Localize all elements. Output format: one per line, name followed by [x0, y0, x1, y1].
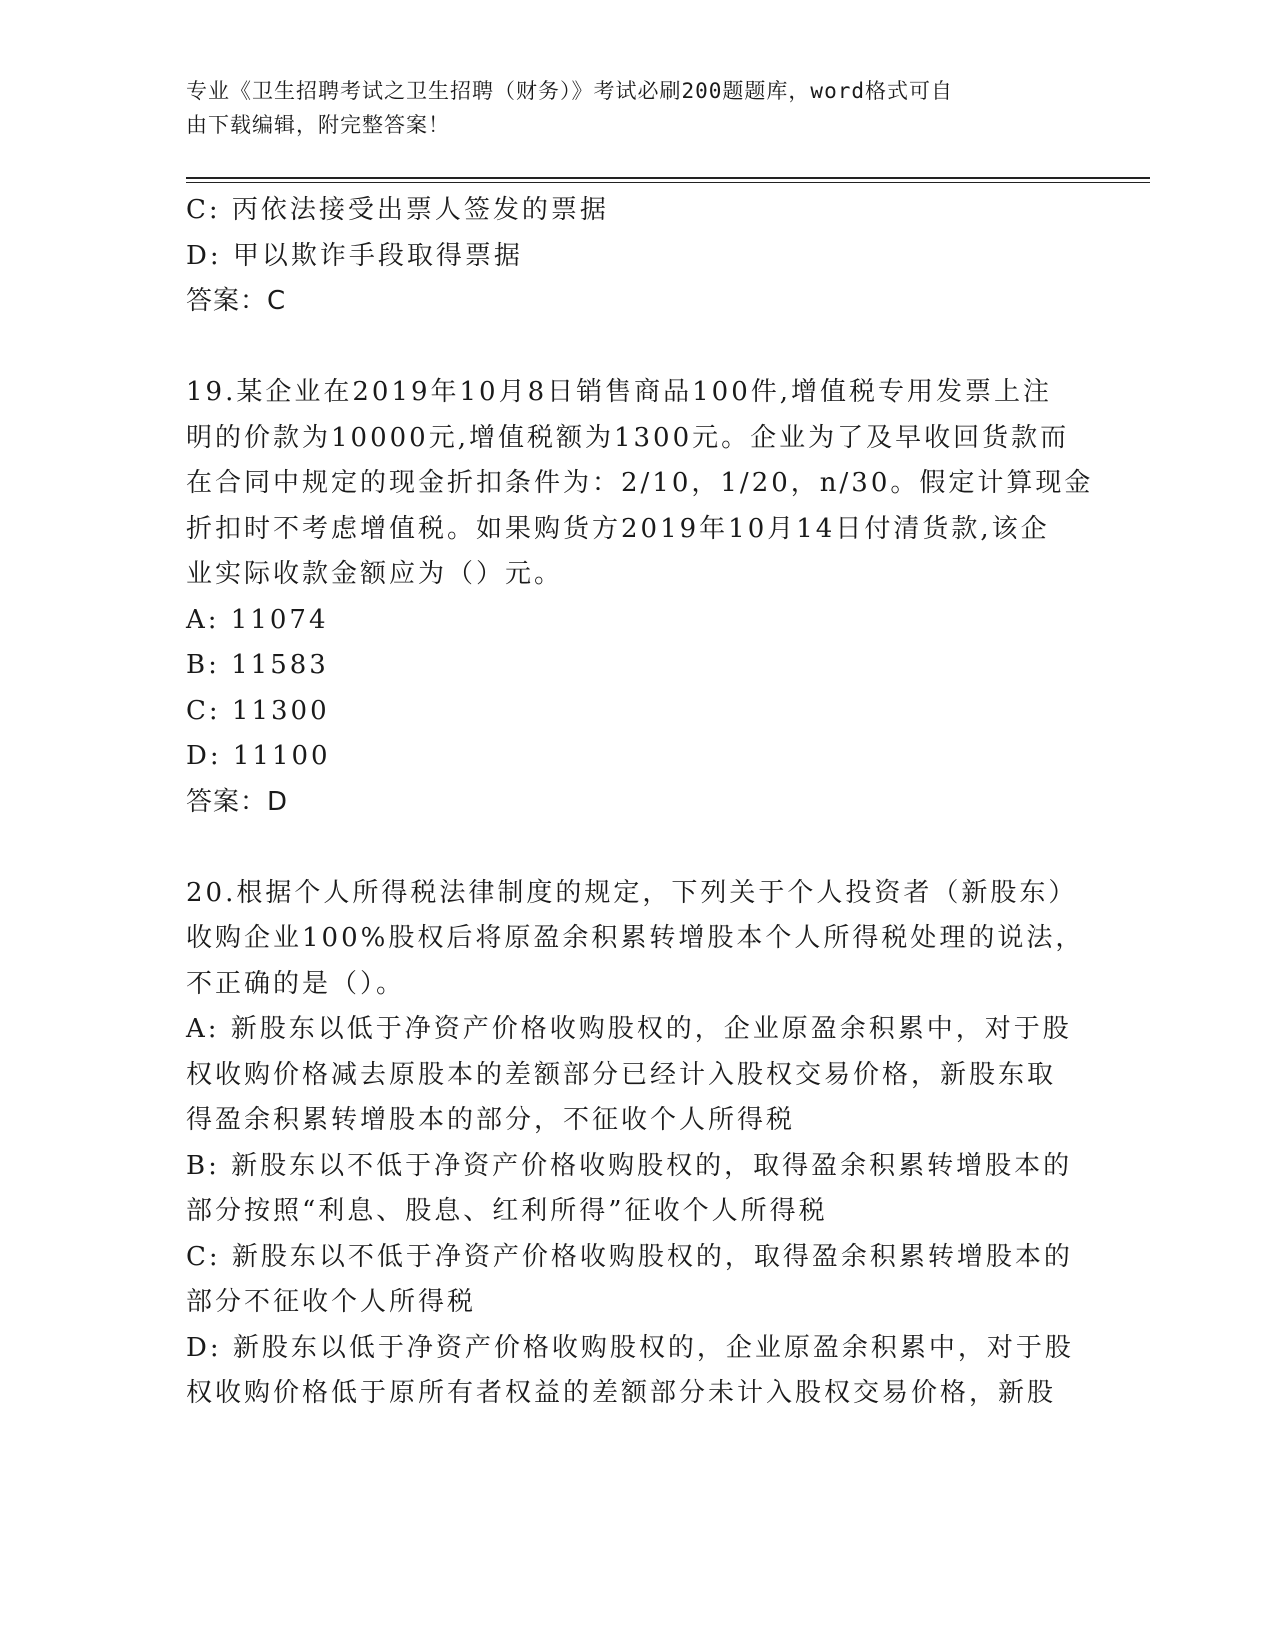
prev-option-c: C: 丙依法接受出票人签发的票据 [186, 195, 609, 225]
q20-option-d-line-2: 权收购价格低于原所有者权益的差额部分未计入股权交易价格，新股 [186, 1378, 1057, 1408]
header-rule-thin [186, 182, 1150, 183]
header-rule-thick [186, 177, 1150, 179]
q20-stem-line-3: 不正确的是（）。 [186, 968, 406, 999]
spacer [186, 825, 1086, 871]
q19-option-b: B: 11583 [186, 650, 329, 680]
q19-stem-line-1: 19.某企业在2019年10月8日销售商品100件,增值税专用发票上注 [186, 377, 1053, 407]
header-line-2: 由下载编辑，附完整答案！ [186, 113, 450, 137]
q19-stem-line-2: 明的价款为10000元,增值税额为1300元。企业为了及早收回货款而 [186, 422, 1070, 453]
q19-option-d: D: 11100 [186, 741, 331, 771]
q19-option-a: A: 11074 [186, 604, 329, 635]
q19-answer: 答案：D [186, 786, 289, 817]
q20-option-c-line-2: 部分不征收个人所得税 [186, 1287, 477, 1317]
q20-stem-line-1: 20.根据个人所得税法律制度的规定，下列关于个人投资者（新股东） [186, 877, 1078, 908]
prev-answer: 答案：C [186, 286, 287, 316]
prev-option-d: D: 甲以欺诈手段取得票据 [186, 240, 523, 271]
header-line-1: 专业《卫生招聘考试之卫生招聘（财务）》考试必刷200题题库，word格式可自 [186, 79, 953, 103]
q20-option-b-line-1: B: 新股东以不低于净资产价格收购股权的，取得盈余积累转增股本的 [186, 1150, 1073, 1181]
q20-stem-line-2: 收购企业100%股权后将原盈余积累转增股本个人所得税处理的说法， [186, 923, 1085, 953]
q20-option-c-line-1: C: 新股东以不低于净资产价格收购股权的，取得盈余积累转增股本的 [186, 1241, 1073, 1272]
q20-option-b-line-2: 部分按照“利息、股息、红利所得”征收个人所得税 [186, 1196, 828, 1226]
q19-stem-line-4: 折扣时不考虑增值税。如果购货方2019年10月14日付清货款,该企 [186, 513, 1050, 544]
q20-option-a-line-3: 得盈余积累转增股本的部分，不征收个人所得税 [186, 1105, 796, 1135]
q19-stem-line-5: 业实际收款金额应为（）元。 [186, 559, 564, 589]
q20-option-d-line-1: D: 新股东以低于净资产价格收购股权的，企业原盈余积累中，对于股 [186, 1332, 1074, 1363]
q19-option-c: C: 11300 [186, 695, 330, 726]
document-body [186, 188, 1094, 1417]
spacer [186, 325, 1086, 371]
document-header [186, 74, 1066, 142]
q19-stem-line-3: 在合同中规定的现金折扣条件为：2/10，1/20，n/30。假定计算现金 [186, 468, 1094, 498]
q20-option-a-line-1: A: 新股东以低于净资产价格收购股权的，企业原盈余积累中，对于股 [186, 1014, 1072, 1044]
q20-option-a-line-2: 权收购价格减去原股本的差额部分已经计入股权交易价格，新股东取 [186, 1059, 1057, 1090]
